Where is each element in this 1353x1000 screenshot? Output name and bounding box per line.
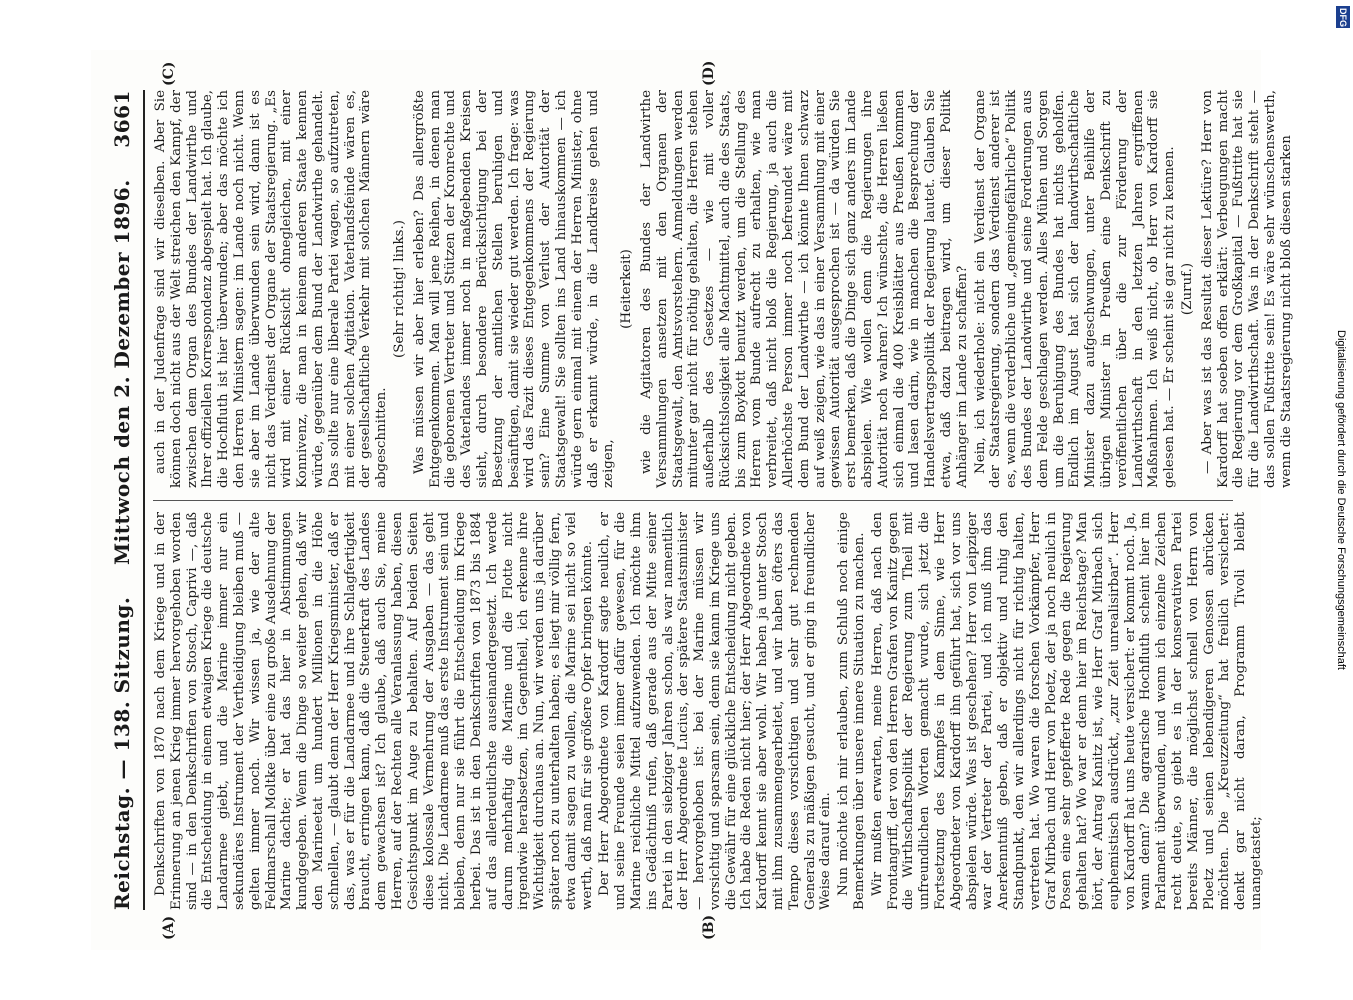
paragraph: (Sehr richtig! links.) (391, 220, 407, 358)
margin-marker-a: (A) (161, 915, 177, 940)
paragraph: Wir mußten erwarten, meine Herren, daß nach den Frontangriff, der von den Herren Grafen von Kanitz gegen die Wirthschaftspolitik der Regierung zum Theil mit unfreundlichen Worten gemacht wurde, sich jetzt die Fortsetzung des Kampfes in dem Sinne, wie Herr Abgeordneter von Kardorff ihn geführt hat, sich vor uns abspielen würde. Was ist geschehen? Herr von Leipziger war der Vertreter der Partei, und ich muß ihm das Anerkenntniß geben, daß er objektiv und ruhig den Standpunkt, den wir allerdings nicht für richtig halten, vertreten hat. Wo waren die forschen Vorkämpfer, Herr Graf Mirbach und Herr von Ploetz, der ja noch neulich in Posen eine sehr gepfefferte Rede gegen die Regierung gehalten hat? Wo war er denn hier im Reichstage? Man hört, der Antrag Kanitz ist, wie Herr Graf Mirbach sich euphemistisch ausdrückt, „zur Zeit unrealisirbar“. Herr von Kardorff hat uns heute versichert: er kommt noch. Ja, wann denn? Die agrarische Hochfluth scheint hier im Parlament überwunden, und wenn ich einzelne Zeichen recht deute, so giebt es in der konservativen Partei bereits Männer, die möglichst schnell von Herrn von Ploetz und seinen lebendigeren Genossen abrücken möchten. Die „Kreuzzeitung“ hat freilich versichert: denkt gar nicht daran, Programm Tivoli bleibt unangetastet; (869, 512, 1264, 910)
header-date: Mittwoch den 2. Dezember 1896. (110, 179, 134, 565)
header-left: Reichstag. — 138. Sitzung. (110, 596, 134, 910)
paragraph: Nun möchte ich mir erlauben, zum Schluß noch einige Bemerkungen über unsere innere Situation zu machen. (836, 512, 868, 910)
header-rule (143, 90, 145, 910)
margin-marker-d: (D) (701, 60, 717, 86)
paragraph: Nein, ich wiederhole: nicht ein Verdienst der Organe der Staatsregierung, sondern das Verdienst anderer ist es, wenn die verderbliche und „gemeingefährliche“ Politik des Bundes der Landwirthe und seine Forderungen aus dem Felde geschlagen werden. Alles Mühen und Sorgen um die Beruhigung des Bundes hat nichts geholfen. Endlich im August hat sich der landwirthschaftliche Minister dazu aufgeschwungen, unter Beihilfe der übrigen Minister in Preußen eine Denkschrift zu veröffentlichen über die zur Förderung der Landwirthschaft in den letzten Jahren ergriffenen Maßnahmen. Ich weiß nicht, ob Herr von Kardorff sie gelesen hat. — Er scheint sie gar nicht zu kennen. (972, 90, 1178, 488)
paragraph: — Aber was ist das Resultat dieser Lektüre? Herr von Kardorff hat soeben offen erklärt: Verbeugungen macht die Regierung vor dem Großkapital — Fußtritte hat sie für die Landwirthschaft. Was in der Denkschrift steht — das sollen Fußtritte sein! Es wäre sehr wünschenswerth, wenn die Staatsregierung nicht bloß diesen starken (1199, 90, 1294, 488)
column-divider (153, 500, 1233, 501)
paragraph: Was müssen wir aber hier erleben? Das allergrößte Entgegenkommen. Man will jene Reihen, in denen man die geborenen Vertreter und Stützen der Kronrechte und des Vaterlandes immer noch in maßgebenden Kreisen sieht, durch besondere Berücksichtigung bei der Besetzung der amtlichen Stellen beruhigen und besänftigen, damit sie wieder gut werden. Ich frage: was wird das Fazit dieses Entgegenkommens der Regierung sein? Eine Summe von Verlust der Autorität der Staatsgewalt! Sie sollten ins Land hinauskommen — ich würde gern einmal mit einem der Herren Minister, ohne daß er erkannt würde, in die Landkreise gehen und zeigen, (411, 90, 617, 488)
paragraph: Der Herr Abgeordnete von Kardorff sagte neulich, er und seine Freunde seien immer dafür gewesen, für die Marine reichliche Mittel aufzuwenden. Ich möchte ihm ins Gedächtniß rufen, daß gerade aus der Mitte seiner Partei in den siebziger Jahren schon, als war namentlich der Herr Abgeordnete Lucius, der spätere Staatsminister — hervorgehoben ist: bei der Marine müssen wir vorsichtig und sparsam sein, denn sie kann im Kriege uns die Gewähr für eine glückliche Entscheidung nicht geben. Ich habe die Reden nicht hier; der Herr Abgeordnete von Kardorff kennt sie aber wohl. Wir haben ja unter Stosch mit ihm zusammengearbeitet, und wir haben öfters das Tempo dieses vorsichtigen und sehr gut rechnenden Generals zu mäßigen gesucht, und er ging in freundlicher Weise darauf ein. (597, 512, 834, 910)
digitization-note-text: Digitalisierung gefördert durch die Deutsche Forschungsgemeinschaft (1335, 330, 1347, 670)
page-number: 3661 (110, 90, 134, 148)
paragraph: Denkschriften von 1870 nach dem Kriege und in der Erinnerung an jenen Krieg immer hervorgehoben worden sind — in den Denkschriften von Stosch, Caprivi —, daß die Entscheidung in einem etwaigen Kriege die deutsche Landarmee giebt, und die Marine immer nur ein sekundäres Instrument der Vertheidigung bleiben muß — gelten immer noch. Wir wissen ja, wie der alte Feldmarschall Moltke über eine zu große Ausdehnung der Marine dachte; er hat das hier in Abstimmungen kundgegeben. Wenn die Dinge so weiter gehen, daß wir den Marineetat um hundert Millionen in die Höhe schnellen, — glaubt denn der Herr Kriegsminister, daß er das, was er für die Landarmee und ihre Schlagfertigkeit braucht, erringen kann, daß die Steuerkraft des Landes dem gewachsen ist? Ich glaube, daß auch Sie, meine Herren, auf der Rechten alle Veranlassung haben, diesen Gesichtspunkt im Auge zu behalten. Auf beiden Seiten diese kolossale Vermehrung der Ausgaben — das geht nicht. Die Landarmee muß das erste Instrument sein und bleiben, denn nur sie führt die Entscheidung im Kriege herbei. Das ist in den Denkschriften von 1873 bis 1884 auf das allerdeutlichste auseinandergesetzt. Ich werde darum mehrhaftig die Marine und die Flotte nicht irgendwie herabsetzen, im Gegentheil, ich erkenne ihre Wichtigkeit durchaus an. Nun, wir werden uns ja darüber später noch zu unterhalten haben; es liegt mir völlig fern, etwa damit sagen zu wollen, die Marine sei nicht so viel werth, daß man für sie größere Opfer bringen könnte. (153, 512, 595, 910)
margin-marker-c: (C) (161, 61, 177, 86)
paragraph: (Zuruf.) (1180, 262, 1195, 316)
text-column-right (153, 90, 1294, 488)
digitization-note (1333, 30, 1349, 670)
paragraph: (Heiterkeit) (619, 249, 635, 329)
dfg-logo: DFG (1338, 7, 1348, 27)
paragraph: auch in der Judenfrage sind wir dieselben. Aber Sie können doch nicht aus der Welt streichen den Kampf, der zwischen dem Organ des Bundes der Landwirthe und Ihrer offiziellen Korrespondenz abgespielt hat. Ich glaube, die Hochfluth ist hier überwunden; aber das möchte ich den Herren Ministern sagen: im Lande noch nicht. Wenn sie aber im Lande überwunden sein wird, dann ist es nicht das Verdienst der Organe der Staatsregierung. „Es wird mit einer Rücksicht ohnegleichen, mit einer Konnivenz, die man in keinem anderen Staate kennen würde, gegenüber dem Bund der Landwirthe gehandelt. Das sollte nur eine liberale Partei wagen, so aufzutreten, mit einer solchen Agitation. Vaterlandsfeinde wären es, der gesellschaftliche Verkehr mit solchen Männern wäre abgeschnitten. (153, 90, 390, 488)
text-column-left (153, 512, 1264, 910)
paragraph: wie die Agitatoren des Bundes der Landwirthe Versammlungen ansetzen mit den Organen der Staatsgewalt, den Amtsvorstehern. Anmeldungen werden mitunter gar nicht für nöthig gehalten, die Herren stehen außerhalb des Gesetzes — wie mit voller Rücksichtslosigkeit alle Machtmittel, auch die des Staats, bis zum Boykott benutzt werden, um die Stellung des Herren vom Bunde aufrecht zu erhalten, wie man verbreitet, daß nicht bloß die Regierung, ja auch die Allerhöchste Person immer noch befreundet wäre mit dem Bund der Landwirthe — ich könnte Ihnen schwarz auf weiß zeigen, wie das in einer Versammlung mit einer gewissen Autorität ausgesprochen ist — da würden Sie erst bemerken, daß die Dinge sich ganz anders im Lande abspielen. Wie wollen denn die Regierungen ihre Autorität noch wahren? Ich wünschte, die Herren ließen sich einmal die 400 Kreisblätter aus Preußen kommen und lasen darin, wie in manchen die Besprechung der Handelsvertragspolitik der Regierung lautet. Glauben Sie etwa, daß dazu beitragen wird, um dieser Politik Anhänger im Lande zu schaffen? (638, 90, 970, 488)
newspaper-page (91, 50, 1294, 950)
margin-marker-b: (B) (701, 914, 717, 940)
page-header (107, 90, 137, 910)
